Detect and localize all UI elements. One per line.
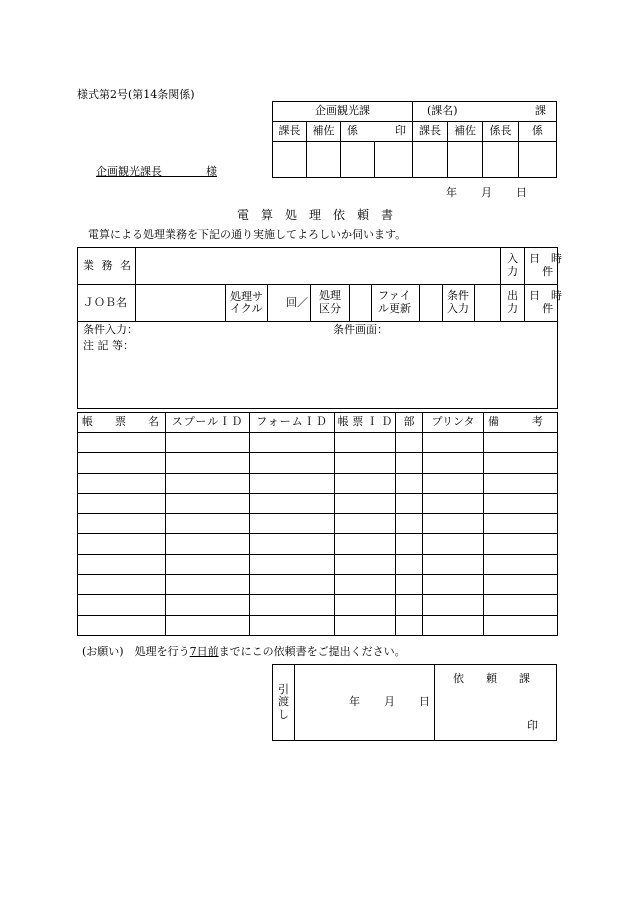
report-cell[interactable] — [335, 453, 396, 473]
report-cell[interactable] — [423, 433, 484, 453]
header-form-id: フォームＩＤ — [250, 413, 335, 433]
task-name-label: 業 務 名 — [78, 248, 136, 285]
date-year: 年 — [446, 186, 457, 199]
page-title: 電 算 処 理 依 頼 書 — [236, 208, 393, 222]
stamp-box[interactable] — [341, 142, 375, 178]
stamp-box[interactable] — [307, 142, 341, 178]
report-cell[interactable] — [250, 575, 335, 595]
cond-input-label: 条件入力 — [443, 285, 475, 322]
report-cell[interactable] — [396, 575, 423, 595]
report-cell[interactable] — [250, 433, 335, 453]
report-cell[interactable] — [335, 433, 396, 453]
report-cell[interactable] — [396, 493, 423, 513]
report-cell[interactable] — [78, 595, 166, 615]
report-cell[interactable] — [484, 534, 558, 554]
report-cell[interactable] — [166, 615, 250, 635]
report-cell[interactable] — [166, 595, 250, 615]
addressee: 企画観光課長 様 — [96, 165, 217, 178]
approval-dept-2: (課名) 課 — [413, 102, 557, 122]
stamp-box[interactable] — [375, 142, 413, 178]
report-cell[interactable] — [484, 473, 558, 493]
handover-label: 引渡し — [273, 665, 295, 741]
role-kakari-1: 係 印 — [341, 122, 413, 142]
output-datetime[interactable]: 日 時 件 — [525, 285, 558, 322]
intro-text: 電算による処理業務を下記の通り実施してよろしいか伺います。 — [88, 228, 407, 241]
table-row — [78, 615, 558, 635]
cond-input-field[interactable] — [475, 285, 501, 322]
report-cell[interactable] — [423, 514, 484, 534]
request-table — [77, 247, 563, 409]
input-label: 入力 — [501, 248, 525, 285]
report-cell[interactable] — [78, 514, 166, 534]
report-cell[interactable] — [78, 473, 166, 493]
job-name-field[interactable] — [136, 285, 226, 322]
table-row — [78, 433, 558, 453]
report-cell[interactable] — [396, 473, 423, 493]
report-cell[interactable] — [423, 615, 484, 635]
header-report-name: 帳 票 名 — [78, 413, 166, 433]
report-cell[interactable] — [423, 453, 484, 473]
file-update-label: ファイル更新 — [372, 285, 420, 322]
report-table — [77, 412, 558, 636]
report-cell[interactable] — [484, 493, 558, 513]
stamp-box[interactable] — [413, 142, 448, 178]
report-cell[interactable] — [166, 534, 250, 554]
date-month: 月 — [481, 186, 492, 199]
role-hosa-2: 補佐 — [448, 122, 483, 142]
times-field[interactable]: 回／ — [268, 285, 311, 322]
report-cell[interactable] — [335, 595, 396, 615]
report-cell[interactable] — [335, 554, 396, 574]
role-kakari-2: 係 — [519, 122, 557, 142]
report-cell[interactable] — [396, 615, 423, 635]
report-cell[interactable] — [78, 453, 166, 473]
report-cell[interactable] — [423, 595, 484, 615]
report-cell[interactable] — [166, 473, 250, 493]
table-row — [78, 595, 558, 615]
report-cell[interactable] — [78, 615, 166, 635]
handover-day: 日 — [419, 695, 430, 708]
task-name-field[interactable] — [136, 248, 501, 285]
report-cell[interactable] — [335, 493, 396, 513]
report-cell[interactable] — [78, 534, 166, 554]
report-cell[interactable] — [78, 493, 166, 513]
proc-class-label: 処理区分 — [311, 285, 350, 322]
report-cell[interactable] — [335, 575, 396, 595]
header-remarks: 備 考 — [484, 413, 558, 433]
report-cell[interactable] — [484, 615, 558, 635]
cycle-label: 処理サイクル — [226, 285, 268, 322]
report-cell[interactable] — [423, 473, 484, 493]
role-kakaricho-2: 係長 — [483, 122, 519, 142]
requesting-dept-label: 依 頼 課 — [453, 672, 530, 685]
stamp-box[interactable] — [273, 142, 307, 178]
report-cell[interactable] — [396, 453, 423, 473]
report-cell[interactable] — [166, 433, 250, 453]
report-cell[interactable] — [166, 514, 250, 534]
report-cell[interactable] — [78, 554, 166, 574]
requesting-dept-field[interactable] — [435, 665, 557, 741]
form-label: 様式第2号(第14条関係) — [77, 88, 195, 101]
table-row — [78, 453, 558, 473]
report-cell[interactable] — [396, 433, 423, 453]
header-spool-id: スプールＩＤ — [166, 413, 250, 433]
table-row — [78, 493, 558, 513]
report-cell[interactable] — [335, 615, 396, 635]
table-row — [78, 473, 558, 493]
report-cell[interactable] — [166, 493, 250, 513]
notes-caption: 注 記 等： — [83, 338, 134, 352]
report-cell[interactable] — [484, 575, 558, 595]
role-kacho-2: 課長 — [413, 122, 448, 142]
request-note: (お願い) 処理を行う7日前までにこの依頼書をご提出ください。 — [82, 645, 406, 658]
report-cell[interactable] — [423, 534, 484, 554]
handover-year: 年 — [349, 695, 360, 708]
report-cell[interactable] — [396, 514, 423, 534]
report-cell[interactable] — [78, 433, 166, 453]
report-cell[interactable] — [396, 595, 423, 615]
role-kacho-1: 課長 — [273, 122, 307, 142]
proc-class-field[interactable] — [350, 285, 372, 322]
report-cell[interactable] — [484, 595, 558, 615]
table-row — [78, 575, 558, 595]
report-cell[interactable] — [166, 453, 250, 473]
date-day: 日 — [516, 186, 527, 199]
report-cell[interactable] — [250, 554, 335, 574]
handover-table — [272, 664, 557, 741]
seal-label: 印 — [395, 124, 406, 138]
report-cell[interactable] — [484, 433, 558, 453]
report-cell[interactable] — [335, 514, 396, 534]
cond-screen-caption: 条件画面： — [333, 323, 388, 336]
report-cell[interactable] — [335, 473, 396, 493]
report-cell[interactable] — [423, 554, 484, 574]
report-cell[interactable] — [78, 575, 166, 595]
report-cell[interactable] — [250, 595, 335, 615]
seal-mark: 印 — [527, 719, 538, 732]
deadline-days: 7日前 — [189, 645, 219, 658]
table-row — [78, 534, 558, 554]
approval-dept-1: 企画観光課 — [273, 102, 413, 122]
conditions-notes-area[interactable] — [78, 322, 558, 409]
report-cell[interactable] — [250, 615, 335, 635]
job-name-label: ＪＯＢ名 — [78, 285, 136, 322]
report-cell[interactable] — [423, 575, 484, 595]
stamp-box[interactable] — [519, 142, 557, 178]
file-update-field[interactable] — [420, 285, 443, 322]
input-datetime[interactable]: 日 時 件 — [525, 248, 558, 285]
report-cell[interactable] — [250, 493, 335, 513]
report-cell[interactable] — [166, 575, 250, 595]
report-cell[interactable] — [396, 534, 423, 554]
cond-input-caption: 条件入力： — [83, 323, 138, 336]
report-cell[interactable] — [335, 534, 396, 554]
header-report-id: 帳 票 Ｉ Ｄ — [335, 413, 396, 433]
header-copies: 部 — [396, 413, 423, 433]
table-row — [78, 554, 558, 574]
report-cell[interactable] — [250, 473, 335, 493]
report-cell[interactable] — [250, 453, 335, 473]
report-cell[interactable] — [396, 554, 423, 574]
role-hosa-1: 補佐 — [307, 122, 341, 142]
report-cell[interactable] — [250, 514, 335, 534]
report-cell[interactable] — [484, 554, 558, 574]
table-row — [78, 514, 558, 534]
output-label: 出力 — [501, 285, 525, 322]
report-cell[interactable] — [423, 493, 484, 513]
report-cell[interactable] — [484, 514, 558, 534]
header-printer: プリンタ — [423, 413, 484, 433]
report-cell[interactable] — [484, 453, 558, 473]
stamp-box[interactable] — [448, 142, 483, 178]
stamp-box[interactable] — [483, 142, 519, 178]
report-cell[interactable] — [166, 554, 250, 574]
report-cell[interactable] — [250, 534, 335, 554]
handover-date-field[interactable] — [295, 665, 435, 741]
approval-table — [272, 101, 557, 178]
handover-month: 月 — [384, 695, 395, 708]
